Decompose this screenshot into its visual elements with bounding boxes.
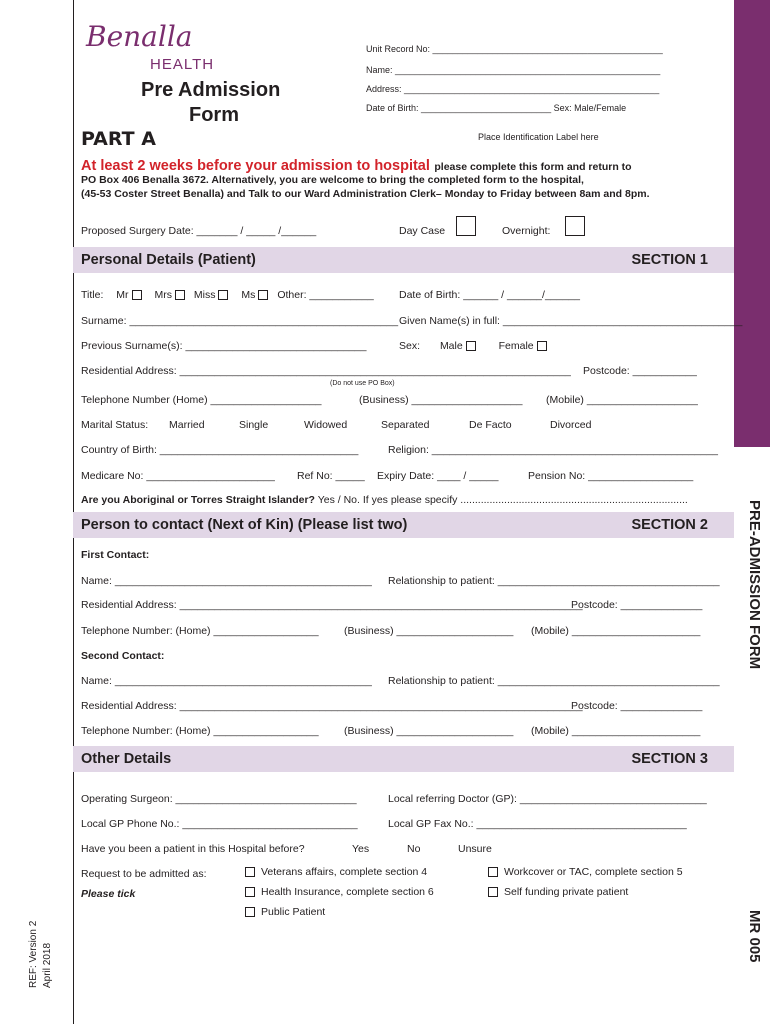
medicare-field[interactable]: Medicare No: ______________________ bbox=[81, 470, 275, 482]
day-case-checkbox[interactable] bbox=[456, 216, 476, 236]
contact1-relationship-field[interactable]: Relationship to patient: ______________________________________ bbox=[388, 575, 720, 587]
health-insurance-option[interactable] bbox=[245, 886, 434, 898]
tel-home-field[interactable]: Telephone Number (Home) ___________________ bbox=[81, 394, 322, 406]
logo-subtitle: HEALTH bbox=[150, 56, 215, 73]
label-address-field[interactable]: Address: ___________________________________________________ bbox=[366, 84, 660, 94]
previous-patient-question: Have you been a patient in this Hospital before? bbox=[81, 843, 305, 855]
ref-version: REF: Version 2 bbox=[28, 920, 39, 988]
section2-title: Person to contact (Next of Kin) (Please list two) bbox=[81, 517, 408, 533]
mr-checkbox[interactable] bbox=[132, 290, 142, 300]
section3-header bbox=[73, 746, 734, 772]
female-checkbox[interactable] bbox=[537, 341, 547, 351]
please-tick-note: Please tick bbox=[81, 888, 136, 900]
section3-label: SECTION 3 bbox=[631, 751, 708, 767]
mrs-checkbox[interactable] bbox=[175, 290, 185, 300]
mr-label: Mr bbox=[116, 289, 129, 301]
contact2-tel-mobile-field[interactable]: (Mobile) ______________________ bbox=[531, 725, 701, 737]
contact2-name-field[interactable]: Name: ____________________________________________ bbox=[81, 675, 372, 687]
patient-dob-field[interactable]: Date of Birth: ______ / ______/______ bbox=[399, 289, 580, 301]
aboriginal-answer[interactable]: Yes / No. If yes please specify .............................................................................. bbox=[317, 494, 688, 506]
proposed-surgery-date[interactable]: Proposed Surgery Date: _______ / _____ /______ bbox=[81, 225, 317, 237]
veterans-option[interactable] bbox=[245, 866, 427, 878]
section1-title: Personal Details (Patient) bbox=[81, 252, 256, 268]
contact1-address-field[interactable]: Residential Address: _____________________________________________________________________ bbox=[81, 599, 583, 611]
workcover-option[interactable] bbox=[488, 866, 683, 878]
contact1-name-field[interactable]: Name: ____________________________________________ bbox=[81, 575, 372, 587]
miss-checkbox[interactable] bbox=[218, 290, 228, 300]
other-title-field[interactable]: Other: ___________ bbox=[277, 289, 374, 301]
self-funding-option[interactable] bbox=[488, 886, 628, 898]
single-option[interactable]: Single bbox=[239, 419, 269, 431]
aboriginal-row[interactable] bbox=[81, 494, 688, 506]
gp-phone-field[interactable]: Local GP Phone No.: ______________________________ bbox=[81, 818, 358, 830]
section1-label: SECTION 1 bbox=[631, 252, 708, 268]
contact2-tel-home-field[interactable]: Telephone Number: (Home) __________________ bbox=[81, 725, 319, 737]
workcover-label: Workcover or TAC, complete section 5 bbox=[504, 866, 683, 878]
section3-title: Other Details bbox=[81, 751, 172, 767]
defacto-option[interactable]: De Facto bbox=[469, 419, 512, 431]
divorced-option[interactable]: Divorced bbox=[550, 419, 592, 431]
sex-row bbox=[399, 340, 547, 352]
pension-field[interactable]: Pension No: __________________ bbox=[528, 470, 694, 482]
residential-address-field[interactable]: Residential Address: ___________________________________________________________________ bbox=[81, 365, 571, 377]
aboriginal-question: Are you Aboriginal or Torres Straight Islander? bbox=[81, 494, 315, 506]
public-patient-option[interactable] bbox=[245, 906, 325, 918]
label-dob-field[interactable]: Date of Birth: __________________________ Sex: Male/Female bbox=[366, 103, 627, 113]
referring-gp-field[interactable]: Local referring Doctor (GP): ________________________________ bbox=[388, 793, 707, 805]
section1-header bbox=[73, 247, 734, 273]
tel-mobile-field[interactable]: (Mobile) ___________________ bbox=[546, 394, 698, 406]
first-contact-heading: First Contact: bbox=[81, 549, 150, 561]
health-insurance-checkbox[interactable] bbox=[245, 887, 255, 897]
second-contact-heading: Second Contact: bbox=[81, 650, 165, 662]
overnight-label: Overnight: bbox=[502, 225, 551, 237]
contact1-tel-mobile-field[interactable]: (Mobile) ______________________ bbox=[531, 625, 701, 637]
form-title-line2: Form bbox=[189, 104, 239, 126]
notice-line1 bbox=[81, 157, 632, 175]
contact2-address-field[interactable]: Residential Address: _____________________________________________________________________ bbox=[81, 700, 583, 712]
title-label: Title: bbox=[81, 289, 104, 301]
side-form-code: MR 005 bbox=[746, 910, 763, 963]
male-checkbox[interactable] bbox=[466, 341, 476, 351]
contact2-postcode-field[interactable]: Postcode: ______________ bbox=[571, 700, 703, 712]
label-placeholder: Place Identification Label here bbox=[478, 132, 599, 142]
previous-surname-field[interactable]: Previous Surname(s): _______________________________ bbox=[81, 340, 367, 352]
previous-patient-unsure[interactable]: Unsure bbox=[458, 843, 492, 855]
contact2-tel-business-field[interactable]: (Business) ____________________ bbox=[344, 725, 514, 737]
notice-line2: PO Box 406 Benalla 3672. Alternatively, you are welcome to bring the completed form to the hospital, bbox=[81, 174, 584, 186]
section2-header bbox=[73, 512, 734, 538]
notice-text: please complete this form and return to bbox=[434, 161, 632, 173]
logo: Benalla bbox=[86, 20, 193, 53]
married-option[interactable]: Married bbox=[169, 419, 205, 431]
miss-label: Miss bbox=[193, 289, 216, 301]
label-name-field[interactable]: Name: _____________________________________________________ bbox=[366, 65, 661, 75]
contact1-tel-business-field[interactable]: (Business) ____________________ bbox=[344, 625, 514, 637]
self-funding-label: Self funding private patient bbox=[504, 886, 629, 898]
side-form-title: PRE-ADMISSION FORM bbox=[746, 500, 763, 670]
previous-patient-yes[interactable]: Yes bbox=[352, 843, 370, 855]
public-patient-label: Public Patient bbox=[261, 906, 326, 918]
no-po-box-note: (Do not use PO Box) bbox=[330, 380, 395, 387]
unit-record-field[interactable]: Unit Record No: ______________________________________________ bbox=[366, 44, 663, 54]
health-insurance-label: Health Insurance, complete section 6 bbox=[261, 886, 434, 898]
brand-side-bar bbox=[734, 0, 770, 447]
previous-patient-no[interactable]: No bbox=[407, 843, 421, 855]
workcover-checkbox[interactable] bbox=[488, 867, 498, 877]
contact2-relationship-field[interactable]: Relationship to patient: ______________________________________ bbox=[388, 675, 720, 687]
notice-line3: (45-53 Coster Street Benalla) and Talk to our Ward Administration Clerk– Monday to Friday between 8am and 8pm. bbox=[81, 188, 650, 200]
veterans-label: Veterans affairs, complete section 4 bbox=[261, 866, 428, 878]
medicare-expiry-field[interactable]: Expiry Date: ____ / _____ bbox=[377, 470, 499, 482]
surname-field[interactable]: Surname: ______________________________________________ bbox=[81, 315, 399, 327]
admission-request-label: Request to be admitted as: bbox=[81, 868, 207, 880]
male-label: Male bbox=[439, 340, 463, 352]
widowed-option[interactable]: Widowed bbox=[304, 419, 348, 431]
form-title-line1: Pre Admission bbox=[141, 79, 281, 101]
overnight-checkbox[interactable] bbox=[565, 216, 585, 236]
given-names-field[interactable]: Given Name(s) in full: _________________________________________ bbox=[399, 315, 743, 327]
country-of-birth-field[interactable]: Country of Birth: __________________________________ bbox=[81, 444, 359, 456]
marital-status-label: Marital Status: bbox=[81, 419, 149, 431]
religion-field[interactable]: Religion: _________________________________________________ bbox=[388, 444, 718, 456]
section2-label: SECTION 2 bbox=[631, 517, 708, 533]
contact1-postcode-field[interactable]: Postcode: ______________ bbox=[571, 599, 703, 611]
medicare-ref-field[interactable]: Ref No: _____ bbox=[297, 470, 365, 482]
mrs-label: Mrs bbox=[154, 289, 172, 301]
notice-highlight: At least 2 weeks before your admission to hospital bbox=[81, 158, 430, 174]
ref-date: April 2018 bbox=[42, 942, 53, 988]
separated-option[interactable]: Separated bbox=[381, 419, 430, 431]
self-funding-checkbox[interactable] bbox=[488, 887, 498, 897]
operating-surgeon-field[interactable]: Operating Surgeon: _______________________________ bbox=[81, 793, 357, 805]
female-label: Female bbox=[498, 340, 534, 352]
ms-checkbox[interactable] bbox=[258, 290, 268, 300]
postcode-field[interactable]: Postcode: ___________ bbox=[583, 365, 697, 377]
contact1-tel-home-field[interactable]: Telephone Number: (Home) __________________ bbox=[81, 625, 319, 637]
part-label: PART A bbox=[81, 128, 156, 150]
ms-label: Ms bbox=[241, 289, 256, 301]
veterans-checkbox[interactable] bbox=[245, 867, 255, 877]
tel-business-field[interactable]: (Business) ___________________ bbox=[359, 394, 523, 406]
day-case-label: Day Case bbox=[399, 225, 446, 237]
gp-fax-field[interactable]: Local GP Fax No.: ____________________________________ bbox=[388, 818, 687, 830]
title-row bbox=[81, 289, 374, 301]
public-patient-checkbox[interactable] bbox=[245, 907, 255, 917]
sex-label: Sex: bbox=[399, 340, 421, 352]
